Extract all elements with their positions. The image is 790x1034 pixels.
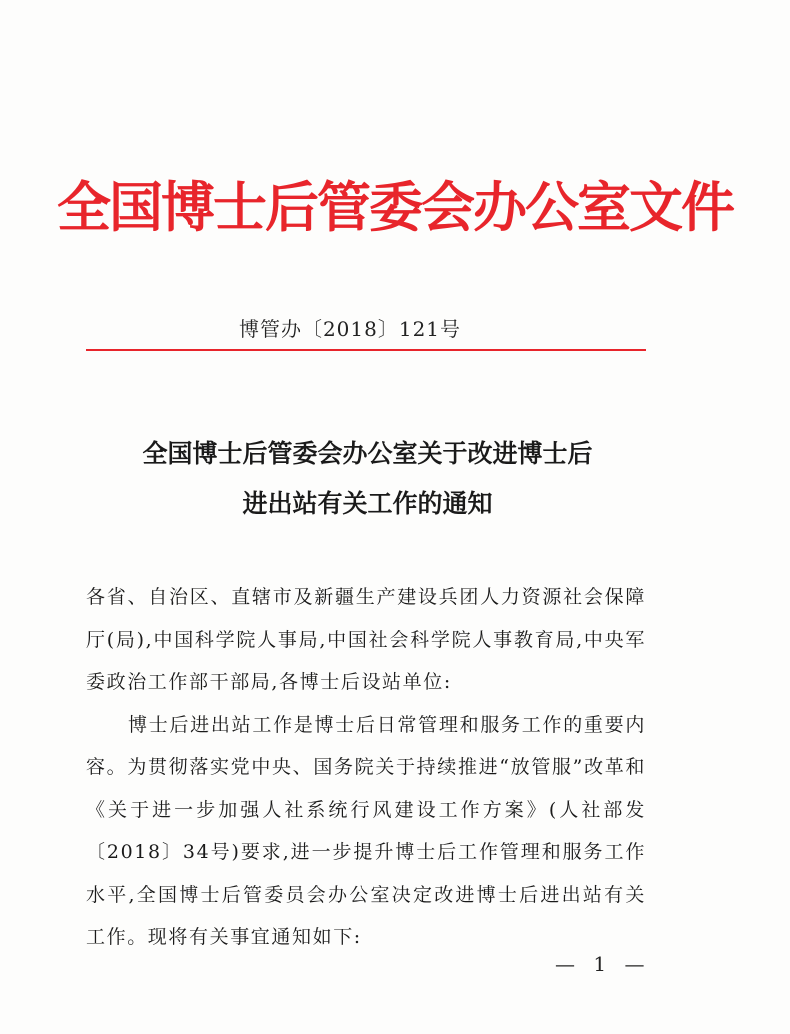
issuer-header: 全国博士后管委会办公室文件 bbox=[57, 175, 733, 239]
document-body bbox=[86, 576, 646, 959]
title-line-1: 全国博士后管委会办公室关于改进博士后 bbox=[142, 439, 593, 468]
recipients-paragraph: 各省、自治区、直辖市及新疆生产建设兵团人力资源社会保障厅(局),中国科学院人事局,中国社会科学院人事教育局,中央军委政治工作部干部局,各博士后设站单位: bbox=[86, 586, 646, 693]
red-divider-line bbox=[86, 349, 646, 351]
page-number: — 1 — bbox=[555, 952, 651, 976]
body-paragraph: 博士后进出站工作是博士后日常管理和服务工作的重要内容。为贯彻落实党中央、国务院关于持续推进“放管服”改革和《关于进一步加强人社系统行风建设工作方案》(人社部发〔2018〕34号)要求,进一步提升博士后工作管理和服务工作水平,全国博士后管委员会办公室决定改进博士后进出站有关工作。现将有关事宜通知如下: bbox=[86, 713, 646, 948]
title-line-2: 进出站有关工作的通知 bbox=[242, 489, 493, 518]
document-number: 博管办〔2018〕121号 bbox=[238, 317, 462, 341]
